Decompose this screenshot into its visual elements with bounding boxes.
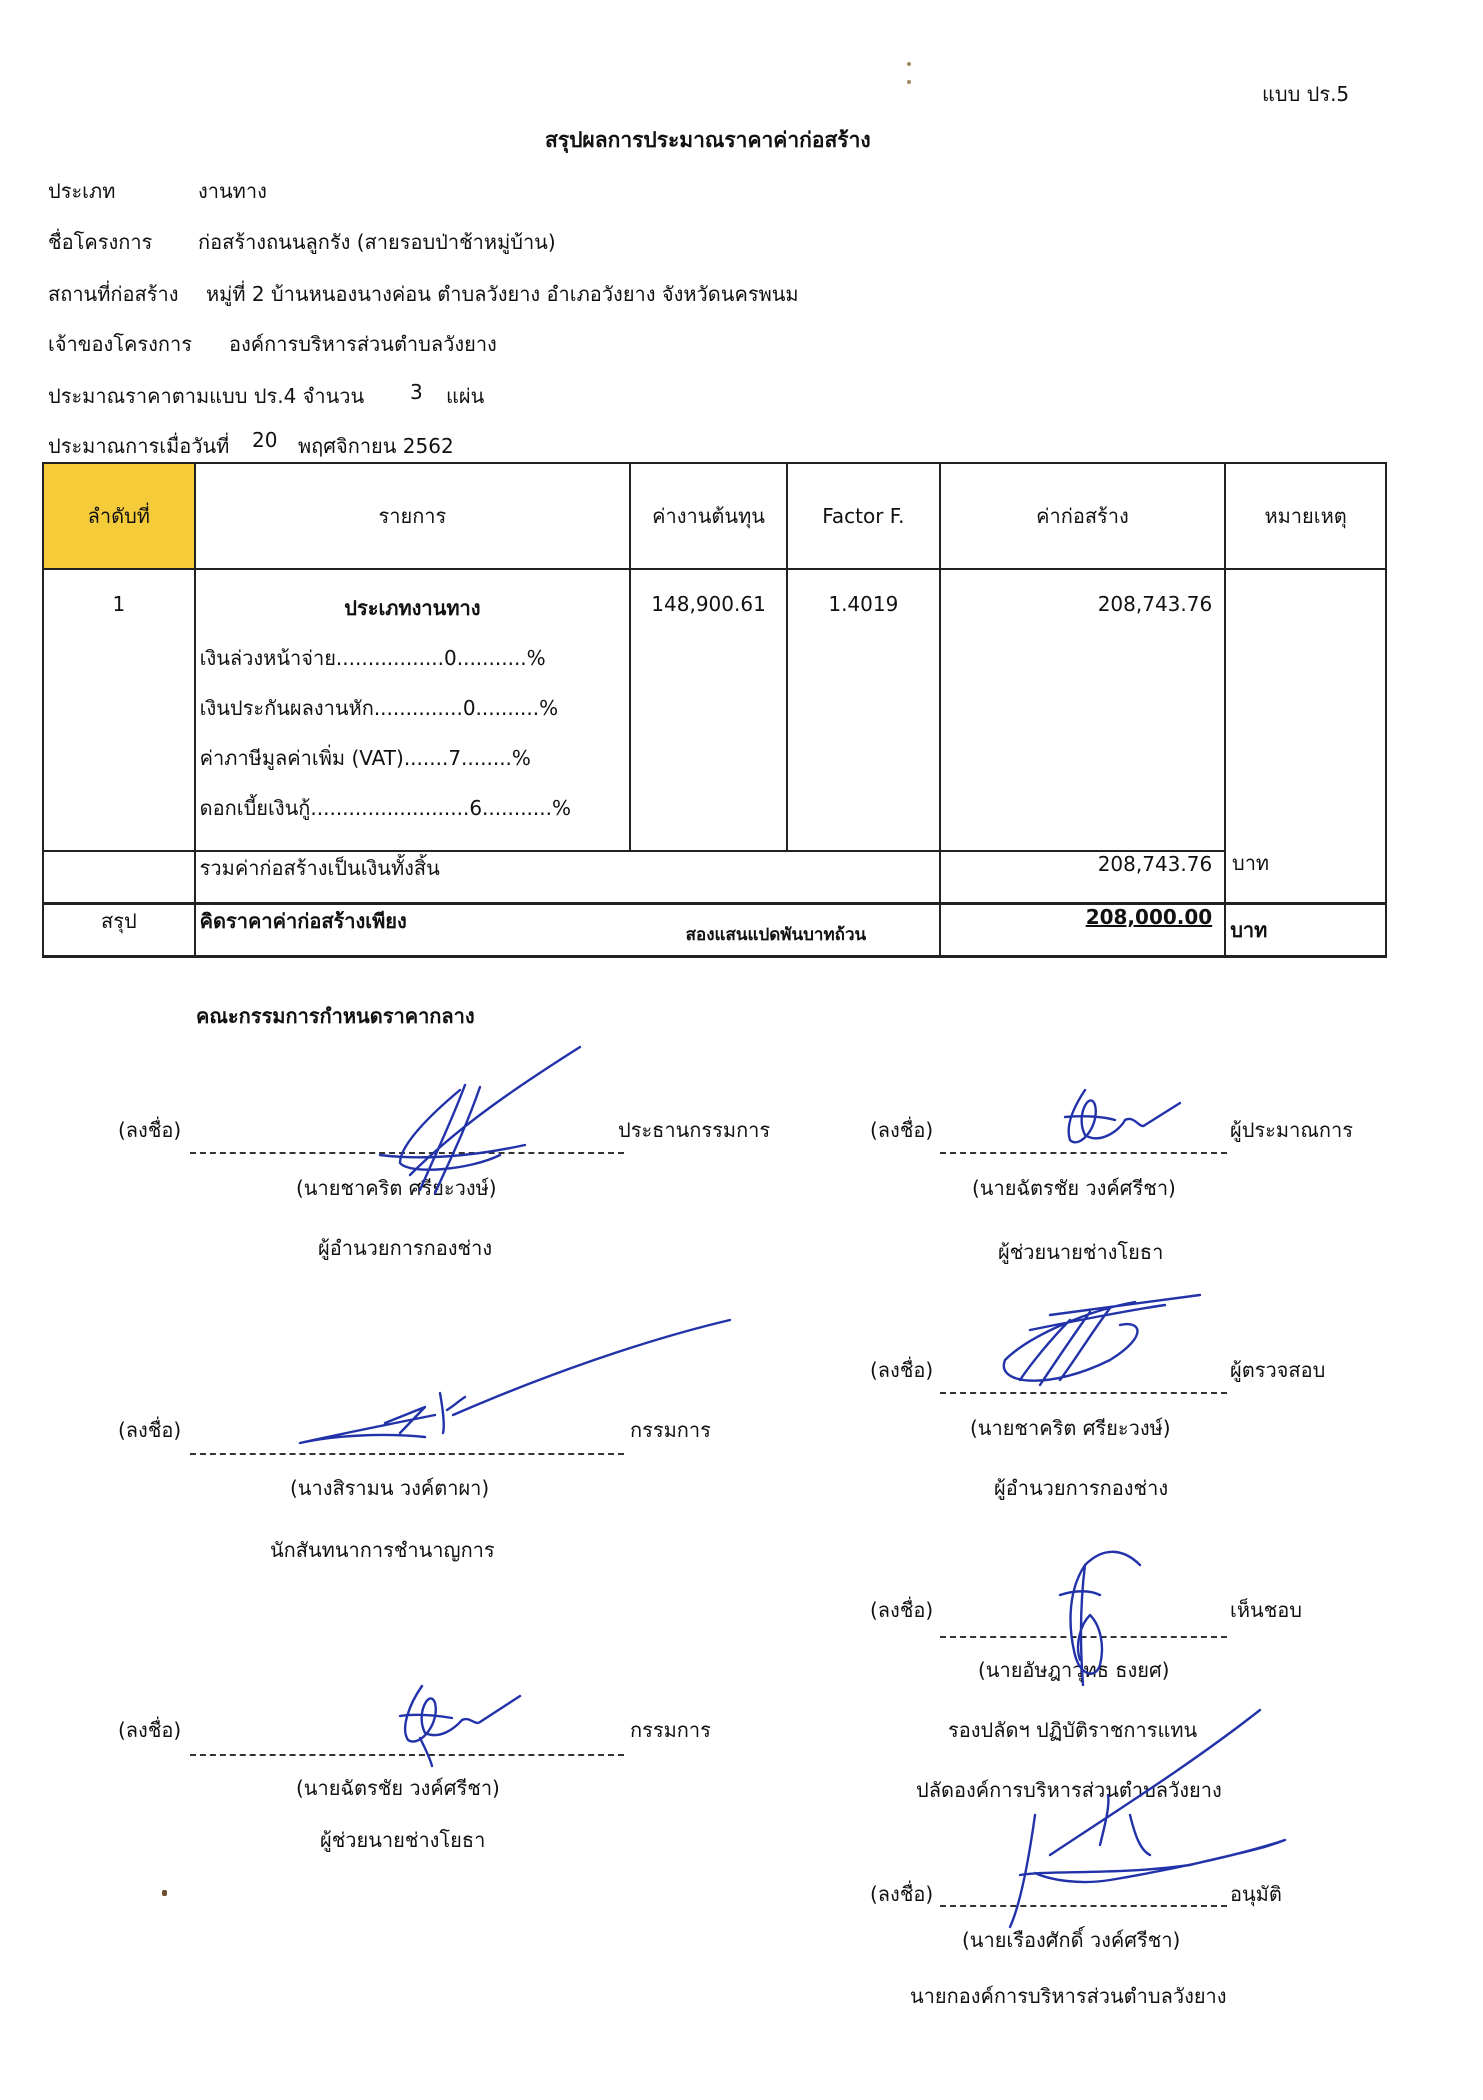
row-detail-vat: ค่าภาษีมูลค่าเพิ่ม (VAT).......7........% xyxy=(199,746,531,770)
signature-left3 xyxy=(380,1678,525,1768)
table-row xyxy=(43,569,1386,851)
sign-name-left3: (นายฉัตรชัย วงค์ศรีชา) xyxy=(296,1776,500,1800)
sign-position-left1: ผู้อำนวยการกองช่าง xyxy=(318,1236,493,1260)
header-cost: ค่างานต้นทุน xyxy=(630,463,787,569)
sign-position2-right3: ปลัดองค์การบริหารส่วนตำบลวังยาง xyxy=(916,1778,1222,1802)
sign-role-right3: เห็นชอบ xyxy=(1230,1598,1302,1622)
info-date-label: ประมาณการเมื่อวันที่ xyxy=(48,434,230,458)
info-project-label: ชื่อโครงการ xyxy=(48,230,153,254)
header-factor: Factor F. xyxy=(787,463,940,569)
signature-right4 xyxy=(990,1705,1290,1935)
total-row xyxy=(43,851,1386,904)
sign-position-right2: ผู้อำนวยการกองช่าง xyxy=(994,1476,1169,1500)
sign-prefix-right1: (ลงชื่อ) xyxy=(870,1118,934,1142)
speck-mark xyxy=(162,1890,167,1896)
summary-item-cell xyxy=(195,904,940,957)
speck-mark xyxy=(907,62,911,66)
sign-role-right1: ผู้ประมาณการ xyxy=(1230,1118,1353,1142)
sign-role-left3: กรรมการ xyxy=(630,1718,711,1742)
header-construction: ค่าก่อสร้าง xyxy=(940,463,1226,569)
sign-prefix-right4: (ลงชื่อ) xyxy=(870,1882,934,1906)
header-item: รายการ xyxy=(195,463,630,569)
row-item-cell xyxy=(195,569,630,851)
sign-name-left1: (นายชาคริต ศรียะวงษ์) xyxy=(296,1176,497,1200)
summary-item: คิดราคาค่าก่อสร้างเพียง xyxy=(199,909,407,933)
info-project-value: ก่อสร้างถนนลูกรัง (สายรอบป่าช้าหมู่บ้าน) xyxy=(198,230,556,254)
row-detail-interest: ดอกเบี้ยเงินกู้.........................6...........% xyxy=(199,796,571,820)
sign-name-right3: (นายอัษฎาวุทธ ธงยศ) xyxy=(978,1658,1170,1682)
row-cost: 148,900.61 xyxy=(630,569,787,851)
signature-left2 xyxy=(295,1315,735,1450)
row-item-title: ประเภทงานทาง xyxy=(344,596,481,620)
total-empty-cell xyxy=(43,851,195,904)
summary-unit: บาท xyxy=(1225,904,1386,957)
sign-position-right1: ผู้ช่วยนายช่างโยธา xyxy=(998,1240,1164,1264)
sign-name-right2: (นายชาคริต ศรียะวงษ์) xyxy=(970,1416,1171,1440)
signature-right2 xyxy=(990,1290,1205,1400)
speck-mark xyxy=(907,80,911,84)
sign-position-left3: ผู้ช่วยนายช่างโยธา xyxy=(320,1828,486,1852)
table-header-row xyxy=(43,463,1386,569)
sign-line-left2 xyxy=(190,1453,624,1455)
row-no: 1 xyxy=(43,569,195,851)
row-detail-advance: เงินล่วงหน้าจ่าย.................0...........% xyxy=(199,646,546,670)
info-sheets-value: 3 xyxy=(410,380,423,404)
signature-right3 xyxy=(1045,1545,1155,1690)
row-detail-guarantee: เงินประกันผลงานหัก..............0..........% xyxy=(199,696,559,720)
signature-left1 xyxy=(340,1045,590,1195)
info-type-label: ประเภท xyxy=(48,179,116,203)
sign-role-right2: ผู้ตรวจสอบ xyxy=(1230,1358,1326,1382)
sign-position-right4: นายกองค์การบริหารส่วนตำบลวังยาง xyxy=(910,1984,1227,2008)
info-type-value: งานทาง xyxy=(198,179,267,203)
sign-name-left2: (นางสิรามน วงค์ตาผา) xyxy=(290,1476,490,1500)
sign-prefix-left3: (ลงชื่อ) xyxy=(118,1718,182,1742)
info-owner-label: เจ้าของโครงการ xyxy=(48,332,192,356)
committee-title: คณะกรรมการกำหนดราคากลาง xyxy=(196,1004,475,1028)
info-date-day: 20 xyxy=(252,428,278,452)
header-no: ลำดับที่ xyxy=(43,463,195,569)
sign-role-left2: กรรมการ xyxy=(630,1418,711,1442)
sign-name-right4: (นายเรืองศักดิ์ วงค์ศรีชา) xyxy=(962,1928,1181,1952)
info-location-label: สถานที่ก่อสร้าง xyxy=(48,282,179,306)
summary-label: สรุป xyxy=(43,904,195,957)
summary-row xyxy=(43,904,1386,957)
summary-words: สองแสนแปดพันบาทถ้วน xyxy=(685,925,867,945)
info-sheets-label: ประมาณราคาตามแบบ ปร.4 จำนวน xyxy=(48,384,365,408)
sign-prefix-left1: (ลงชื่อ) xyxy=(118,1118,182,1142)
signature-right1 xyxy=(1045,1085,1185,1165)
estimate-table xyxy=(42,462,1387,958)
row-factor: 1.4019 xyxy=(787,569,940,851)
header-remark: หมายเหตุ xyxy=(1225,463,1386,569)
row-construction: 208,743.76 xyxy=(940,569,1226,851)
sign-position-right3: รองปลัดฯ ปฏิบัติราชการแทน xyxy=(948,1718,1198,1742)
page-title: สรุปผลการประมาณราคาค่าก่อสร้าง xyxy=(545,128,871,152)
sign-role-left1: ประธานกรรมการ xyxy=(618,1118,771,1142)
info-owner-value: องค์การบริหารส่วนตำบลวังยาง xyxy=(229,332,497,356)
total-unit: บาท xyxy=(1232,851,1270,875)
total-label: รวมค่าก่อสร้างเป็นเงินทั้งสิ้น xyxy=(195,851,940,904)
sign-prefix-left2: (ลงชื่อ) xyxy=(118,1418,182,1442)
sign-prefix-right2: (ลงชื่อ) xyxy=(870,1358,934,1382)
sign-prefix-right3: (ลงชื่อ) xyxy=(870,1598,934,1622)
sign-name-right1: (นายฉัตรชัย วงค์ศรีชา) xyxy=(972,1176,1176,1200)
form-code: แบบ ปร.5 xyxy=(1262,82,1350,106)
sign-position-left2: นักสันทนาการชำนาญการ xyxy=(270,1538,495,1562)
summary-value: 208,000.00 xyxy=(940,904,1226,957)
info-sheets-suffix: แผ่น xyxy=(446,384,485,408)
sign-role-right4: อนุมัติ xyxy=(1230,1882,1282,1906)
info-location-value: หมู่ที่ 2 บ้านหนองนางค่อน ตำบลวังยาง อำเภอวังยาง จังหวัดนครพนม xyxy=(206,282,799,306)
total-value: 208,743.76 xyxy=(940,851,1226,904)
info-date-suffix: พฤศจิกายน 2562 xyxy=(298,434,454,458)
